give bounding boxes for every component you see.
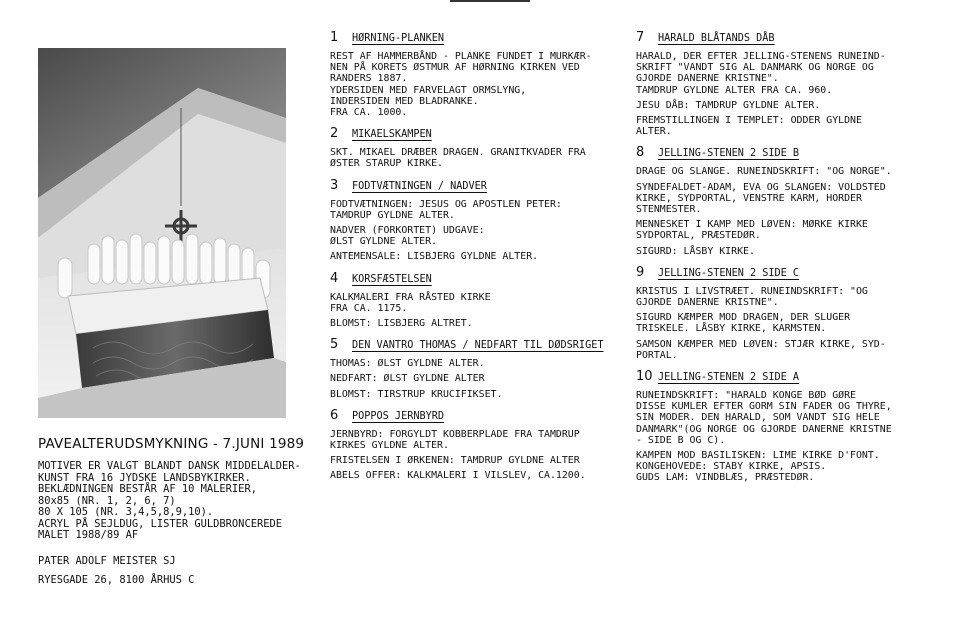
section-number: 8: [636, 145, 645, 161]
paragraph-line: SIGURD KÆMPER MOD DRAGEN, DER SLUGER: [636, 312, 851, 324]
paragraph-line: SIN MODER. DEN HARALD, SOM VANDT SIG HELE: [636, 412, 880, 424]
paragraph-line: BLOMST: LISBJERG ALTRET.: [330, 318, 473, 330]
paragraph-line: SIGURD: LÅSBY KIRKE.: [636, 245, 755, 257]
paragraph-line: INDERSIDEN MED BLADRANKE.: [330, 95, 479, 107]
section-paragraph: [330, 318, 630, 329]
section-7: [636, 30, 936, 137]
section-title: MIKAELSKAMPEN: [352, 129, 432, 141]
paragraph-line: REST AF HAMMERBÅND - PLANKE FUNDET I MURKÆR-: [330, 51, 592, 62]
paragraph-line: KIRKE, SYDPORTAL, VENSTRE KARM, HORDER: [636, 192, 862, 204]
author-name: PATER ADOLF MEISTER SJ: [38, 554, 176, 567]
author-address: RYESGADE 26, 8100 ÅRHUS C: [38, 573, 195, 586]
section-paragraph: [636, 115, 936, 137]
paragraph-line: FRA CA. 1000.: [330, 107, 408, 119]
section-title: JELLING-STENEN 2 SIDE B: [658, 148, 800, 160]
section-paragraph: [636, 339, 936, 361]
section-paragraph: [636, 450, 936, 484]
paragraph-line: SAMSON KÆMPER MED LØVEN: STJÆR KIRKE, SYD-: [636, 338, 886, 350]
paragraph-line: JERNBYRD: FORGYLDT KOBBERPLADE FRA TAMDRUP: [330, 428, 580, 440]
section-paragraph: [330, 358, 630, 369]
description-line: KUNST FRA 16 JYDSKE LANDSBYKIRKER.: [38, 471, 251, 484]
paragraph-line: DANMARK"(OG NORGE OG GJORDE DANERNE KRISTNE: [636, 423, 892, 435]
section-paragraph: [330, 225, 630, 247]
section-heading: [330, 408, 630, 423]
paragraph-line: SKRIFT "VANDT SIG AL DANMARK OG NORGE OG: [636, 62, 874, 74]
paragraph-line: DRAGE OG SLANGE. RUNEINDSKRIFT: "OG NORGE".: [636, 166, 892, 178]
section-paragraph: [330, 373, 630, 384]
paragraph-line: TRISKELE. LÅSBY KIRKE, KARMSTEN.: [636, 323, 827, 335]
paragraph-line: ANTEMENSALE: LISBJERG GYLDNE ALTER.: [330, 251, 539, 263]
section-heading: [330, 30, 630, 45]
paragraph-line: KIRKES GYLDNE ALTER.: [330, 440, 449, 452]
paragraph-line: KONGEHOVEDE: STABY KIRKE, APSIS.: [636, 461, 827, 473]
paragraph-line: FRISTELSEN I ØRKENEN: TAMDRUP GYLDNE ALTER: [330, 455, 580, 467]
paragraph-line: RANDERS 1887.: [330, 73, 408, 85]
section-number: 1: [330, 30, 339, 45]
left-description: [38, 436, 322, 590]
paragraph-line: ØLST GYLDNE ALTER.: [330, 236, 438, 248]
right-column: [636, 30, 936, 492]
section-3: [330, 178, 630, 263]
paragraph-line: KRISTUS I LIVSTRÆET. RUNEINDSKRIFT: "OG: [636, 285, 868, 297]
section-paragraph: [636, 219, 936, 241]
section-paragraph: [636, 390, 936, 446]
section-title: DEN VANTRO THOMAS / NEDFART TIL DØDSRIGET: [352, 340, 604, 352]
section-paragraph: [330, 455, 630, 466]
section-paragraph: [330, 147, 630, 169]
author-signature: [38, 552, 322, 590]
paragraph-line: PORTAL.: [636, 349, 678, 361]
paragraph-line: BLOMST: TIRSTRUP KRUCIFIKSET.: [330, 388, 503, 400]
section-title: FODTVÆTNINGEN / NADVER: [352, 180, 487, 192]
section-heading: [636, 265, 936, 280]
middle-column: [330, 30, 630, 490]
section-heading: [636, 30, 936, 45]
description-line: 80x85 (NR. 1, 2, 6, 7): [38, 494, 176, 507]
paragraph-line: KAMPEN MOD BASILISKEN: LIME KIRKE D'FONT.: [636, 450, 880, 462]
section-paragraph: [330, 292, 630, 314]
section-heading: [330, 178, 630, 193]
section-paragraph: [330, 429, 630, 451]
section-paragraph: [636, 312, 936, 334]
section-paragraph: [330, 251, 630, 262]
section-2: [330, 126, 630, 169]
paragraph-line: SYDPORTAL, PRÆSTEDØR.: [636, 230, 761, 242]
paragraph-line: RUNEINDSKRIFT: "HARALD KONGE BØD GØRE: [636, 390, 856, 402]
paragraph-line: TAMDRUP GYLDNE ALTER FRA CA. 960.: [636, 84, 833, 96]
paragraph-line: - SIDE B OG C).: [636, 434, 726, 446]
paragraph-line: NEN PÅ KORETS ØSTMUR AF HØRNING KIRKEN VED: [330, 62, 580, 74]
section-4: [330, 271, 630, 330]
paragraph-line: GJORDE DANERNE KRISTNE".: [636, 73, 779, 85]
section-paragraph: [636, 246, 936, 257]
section-paragraph: [636, 182, 936, 216]
paragraph-line: NEDFART: ØLST GYLDNE ALTER: [330, 373, 485, 385]
paragraph-line: KALKMALERI FRA RÅSTED KIRKE: [330, 291, 491, 303]
paragraph-line: YDERSIDEN MED FARVELAGT ORMSLYNG,: [330, 84, 527, 96]
paragraph-line: NADVER (FORKORTET) UDGAVE:: [330, 225, 485, 237]
paragraph-line: FREMSTILLINGEN I TEMPLET: ODDER GYLDNE: [636, 115, 862, 127]
section-6: [330, 408, 630, 482]
section-5: [330, 337, 630, 400]
top-rule: [450, 0, 530, 2]
section-paragraph: [330, 199, 630, 221]
section-9: [636, 265, 936, 361]
section-title: KORSFÆSTELSEN: [352, 273, 432, 285]
section-heading: [330, 126, 630, 141]
section-number: 5: [330, 337, 339, 353]
section-number: 4: [330, 270, 339, 286]
section-heading: [330, 271, 630, 286]
section-heading: [636, 369, 936, 384]
section-title: POPPOS JERNBYRD: [352, 410, 445, 422]
description-line: MALET 1988/89 AF: [38, 529, 139, 541]
section-heading: [330, 337, 630, 352]
section-paragraph: [636, 286, 936, 308]
section-number: 7: [636, 30, 645, 45]
section-number: 2: [330, 126, 339, 142]
section-paragraph: [330, 51, 630, 118]
paragraph-line: ABELS OFFER: KALKMALERI I VILSLEV, CA.1200.: [330, 470, 586, 482]
section-number: 9: [636, 264, 645, 280]
paragraph-line: SYNDEFALDET-ADAM, EVA OG SLANGEN: VOLDSTED: [636, 181, 886, 193]
paragraph-line: JESU DÅB: TAMDRUP GYLDNE ALTER.: [636, 99, 821, 111]
paragraph-line: GJORDE DANERNE KRISTNE".: [636, 297, 779, 309]
section-title: JELLING-STENEN 2 SIDE A: [658, 372, 800, 384]
section-title: HARALD BLÅTANDS DÅB: [658, 33, 775, 44]
section-paragraph: [330, 470, 630, 481]
section-paragraph: [636, 100, 936, 111]
section-heading: [636, 145, 936, 160]
section-1: [330, 30, 630, 118]
paragraph-line: STENMESTER.: [636, 204, 702, 216]
paragraph-line: THOMAS: ØLST GYLDNE ALTER.: [330, 358, 485, 370]
altar-photograph: [38, 48, 286, 418]
paragraph-line: SKT. MIKAEL DRÆBER DRAGEN. GRANITKVADER FRA: [330, 147, 586, 159]
paragraph-line: ALTER.: [636, 126, 672, 138]
description-line: MOTIVER ER VALGT BLANDT DANSK MIDDELALDER-: [38, 460, 301, 472]
paragraph-line: MENNESKET I KAMP MED LØVEN: MØRKE KIRKE: [636, 219, 868, 231]
section-number: 10: [636, 369, 653, 385]
section-paragraph: [636, 166, 936, 177]
section-title: JELLING-STENEN 2 SIDE C: [658, 267, 800, 279]
section-8: [636, 145, 936, 256]
section-number: 3: [330, 177, 339, 193]
section-paragraph: [636, 51, 936, 96]
paragraph-line: ØSTER STARUP KIRKE.: [330, 158, 443, 170]
section-title: HØRNING-PLANKEN: [352, 33, 445, 44]
altar-photo-illustration: [38, 48, 286, 418]
section-paragraph: [330, 389, 630, 400]
paragraph-line: DISSE KUMLER EFTER GORM SIN FADER OG THYRE,: [636, 401, 892, 413]
description-line: 80 X 105 (NR. 3,4,5,8,9,10).: [38, 506, 214, 518]
section-number: 6: [330, 407, 339, 423]
document-title: PAVEALTERUDSMYKNING - 7.JUNI 1989: [38, 436, 305, 452]
paragraph-line: FRA CA. 1175.: [330, 302, 408, 314]
paragraph-line: FODTVÆTNINGEN: JESUS OG APOSTLEN PETER:: [330, 198, 562, 210]
paragraph-line: GUDS LAM: VINDBLÆS, PRÆSTEDØR.: [636, 472, 815, 484]
paragraph-line: HARALD, DER EFTER JELLING-STENENS RUNEIND-: [636, 51, 886, 62]
paragraph-line: TAMDRUP GYLDNE ALTER.: [330, 209, 455, 221]
description-line: ACRYL PÅ SEJLDUG, LISTER GULDBRONCEREDE: [38, 517, 282, 530]
section-10: [636, 369, 936, 484]
description-lines: [38, 461, 322, 542]
description-line: BEKLÆDNINGEN BESTÅR AF 10 MALERIER,: [38, 483, 257, 495]
